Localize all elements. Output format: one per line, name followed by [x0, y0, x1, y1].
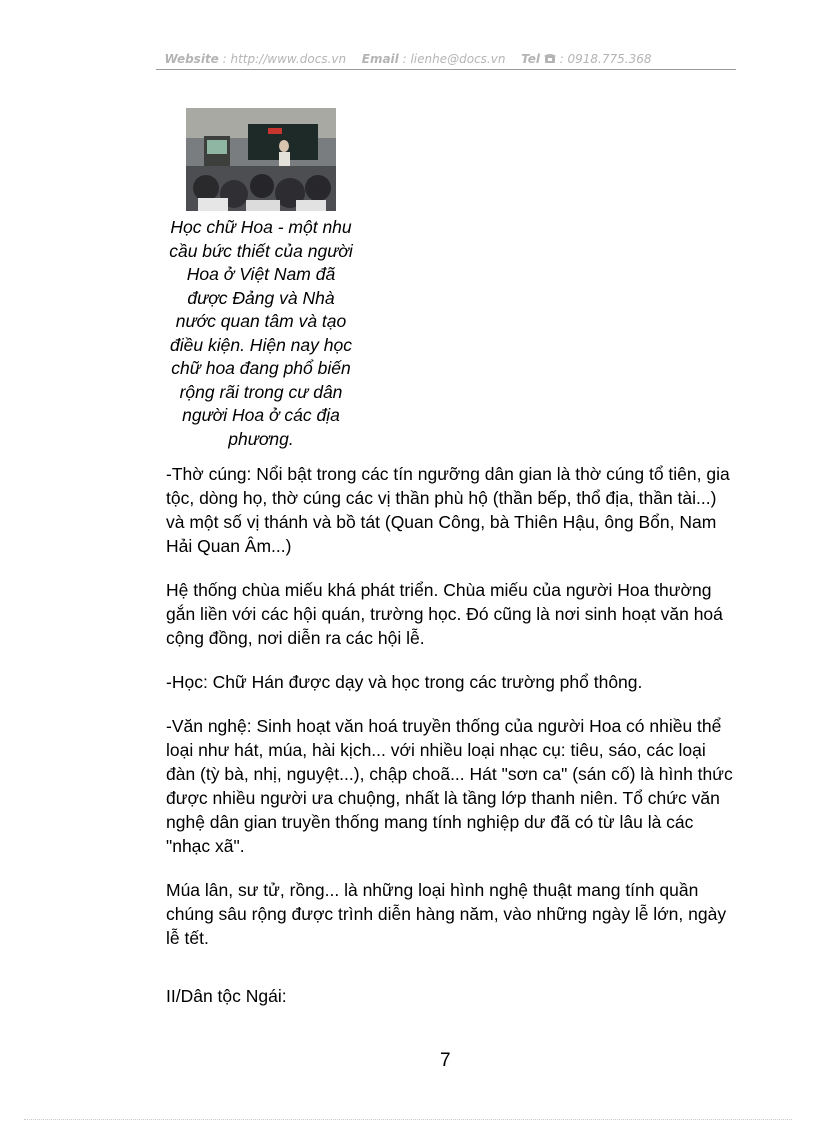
section-heading: II/Dân tộc Ngái:	[166, 986, 287, 1006]
tel-label: Tel	[521, 52, 540, 66]
email-value: : lienhe@docs.vn	[402, 52, 506, 66]
tel-value: : 0918.775.368	[559, 52, 652, 66]
body-text	[166, 462, 736, 970]
photo-caption: Học chữ Hoa - một nhu cầu bức thiết của người Hoa ở Việt Nam đã được Đảng và Nhà nước quan tâm và tạo điều kiện. Hiện nay học chữ hoa đang phổ biến rộng rãi trong cư dân người Hoa ở các địa phương.	[169, 217, 353, 449]
email-label: Email	[361, 52, 399, 66]
paragraph-van-nghe: -Văn nghệ: Sinh hoạt văn hoá truyền thống của người Hoa có nhiều thể loại như hát, múa, hài kịch... với nhiều loại nhạc cụ: tiêu, sáo, các loại đàn (tỳ bà, nhị, nguyệt...), chập choã... Hát "sơn ca" (sán cố) là hình thức được nhiều người ưa chuộng, nhất là tầng lớp thanh niên. Tổ chức văn nghệ dân gian truyền thống mang tính nghiệp dư đã có từ lâu là các "nhạc xã".	[166, 716, 733, 856]
website-value: : http://www.docs.vn	[222, 52, 347, 66]
website-label: Website	[164, 52, 219, 66]
phone-icon	[544, 53, 556, 64]
paragraph-chua-mieu: Hệ thống chùa miếu khá phát triển. Chùa miếu của người Hoa thường gắn liền với các hội quán, trường học. Đó cũng là nơi sinh hoạt văn hoá cộng đồng, nơi diễn ra các hội lễ.	[166, 580, 723, 648]
page-header	[0, 52, 816, 66]
classroom-photo	[186, 108, 336, 211]
page-number: 7	[440, 1050, 451, 1071]
footer-divider	[24, 1119, 792, 1120]
header-divider	[156, 69, 736, 70]
paragraph-mua-lan: Múa lân, sư tử, rồng... là những loại hình nghệ thuật mang tính quần chúng sâu rộng được trình diễn hàng năm, vào những ngày lễ lớn, ngày lễ tết.	[166, 880, 727, 948]
paragraph-hoc: -Học: Chữ Hán được dạy và học trong các trường phổ thông.	[166, 672, 643, 692]
paragraph-tho-cung: -Thờ cúng: Nổi bật trong các tín ngưỡng dân gian là thờ cúng tổ tiên, gia tộc, dòng họ, thờ cúng các vị thần phù hộ (thần bếp, thổ địa, thần tài...) và một số vị thánh và bồ tát (Quan Công, bà Thiên Hậu, ông Bổn, Nam Hải Quan Âm...)	[166, 464, 730, 556]
